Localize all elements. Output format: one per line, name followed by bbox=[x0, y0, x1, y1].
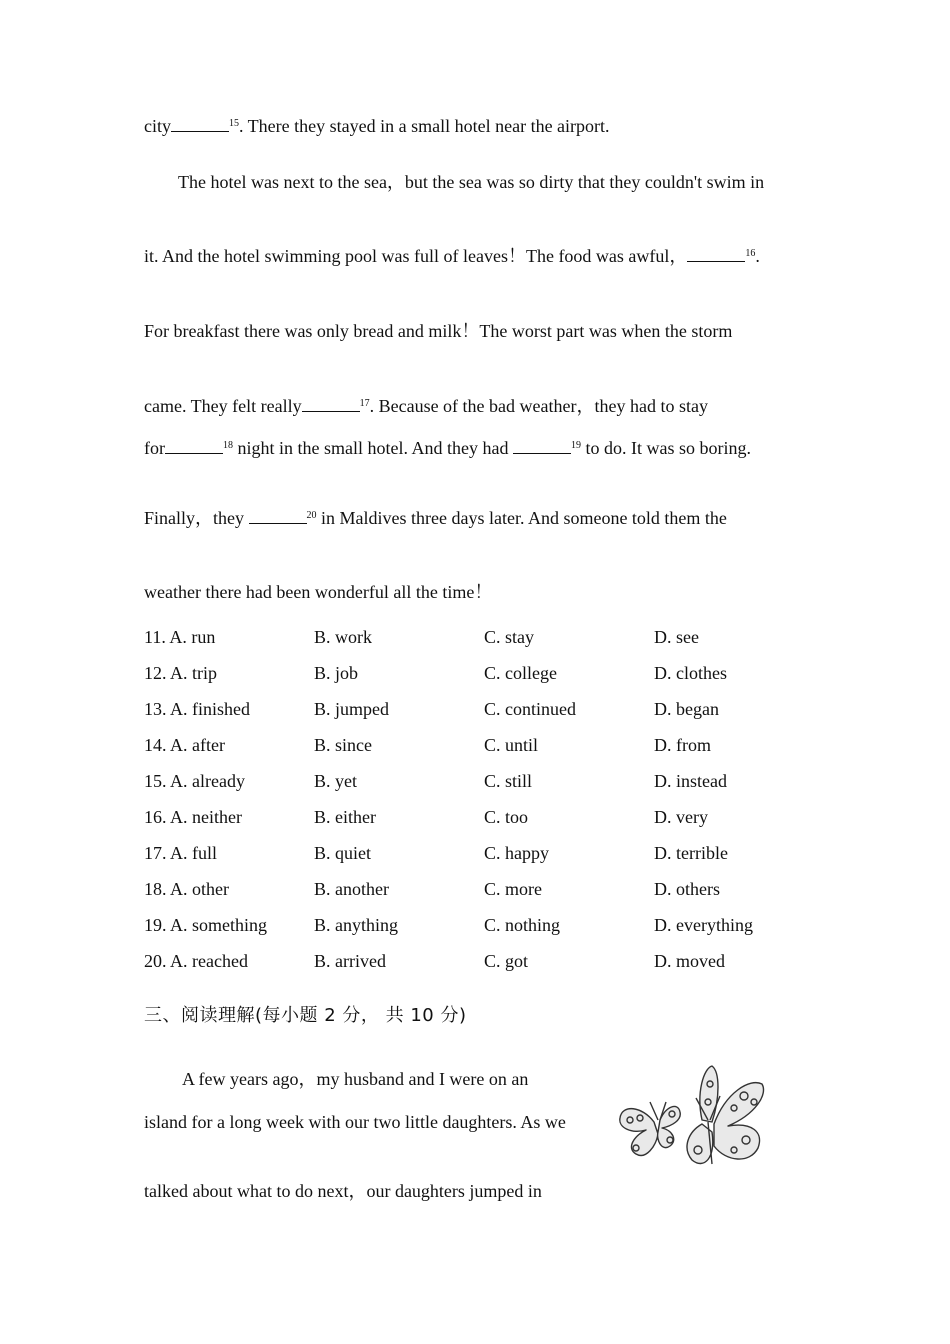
option-d: D. very bbox=[654, 807, 708, 827]
question-number-option-a: 17. A. full bbox=[144, 843, 218, 863]
blank-18 bbox=[165, 439, 223, 454]
option-d: D. others bbox=[654, 879, 720, 899]
question-number-option-a: 15. A. already bbox=[144, 771, 245, 791]
passage-line-4: For breakfast there was only bread and milk！The worst part was when the storm bbox=[144, 321, 733, 341]
reading-line-1: A few years ago，my husband and I were on an bbox=[182, 1069, 529, 1089]
option-d: D. from bbox=[654, 735, 711, 755]
passage-line-8: weather there had been wonderful all the time！ bbox=[144, 582, 493, 602]
blank-16 bbox=[687, 247, 745, 262]
option-d: D. began bbox=[654, 699, 719, 719]
option-c: C. happy bbox=[484, 843, 549, 863]
option-d: D. moved bbox=[654, 951, 725, 971]
option-d: D. see bbox=[654, 627, 699, 647]
option-c: C. stay bbox=[484, 627, 535, 647]
option-c: C. college bbox=[484, 663, 557, 683]
blank-15 bbox=[171, 117, 229, 132]
option-b: B. either bbox=[314, 807, 376, 827]
option-c: C. more bbox=[484, 879, 542, 899]
option-c: C. got bbox=[484, 951, 529, 971]
blank-17 bbox=[302, 397, 360, 412]
question-number-option-a: 12. A. trip bbox=[144, 663, 218, 683]
option-b: B. quiet bbox=[314, 843, 371, 863]
option-d: D. everything bbox=[654, 915, 753, 935]
option-c: C. still bbox=[484, 771, 533, 791]
option-b: B. anything bbox=[314, 915, 398, 935]
question-number-option-a: 19. A. something bbox=[144, 915, 268, 935]
option-b: B. yet bbox=[314, 771, 357, 791]
butterfly-icon bbox=[616, 1062, 768, 1172]
passage-line-6: for $^{18}$ night in the small hotel. And they had $^{19}$ to do. It was so boring. bbox=[144, 438, 751, 458]
reading-line-2: island for a long week with our two little daughters. As we bbox=[144, 1112, 566, 1132]
passage-line-3: it. And the hotel swimming pool was full of leaves！The food was awful， $^{16}$. bbox=[144, 246, 760, 266]
option-d: D. terrible bbox=[654, 843, 728, 863]
option-b: B. job bbox=[314, 663, 359, 683]
option-b: B. arrived bbox=[314, 951, 386, 971]
passage-line-2: The hotel was next to the sea，but the sea was so dirty that they couldn't swim in bbox=[178, 172, 765, 192]
option-b: B. another bbox=[314, 879, 389, 899]
reading-line-3: talked about what to do next，our daughters jumped in bbox=[144, 1181, 542, 1201]
blank-20 bbox=[249, 509, 307, 524]
passage-line-1: city $^{15}$. There they stayed in a small hotel near the airport. bbox=[144, 116, 610, 136]
question-number-option-a: 20. A. reached bbox=[144, 951, 248, 971]
option-c: C. too bbox=[484, 807, 529, 827]
option-c: C. continued bbox=[484, 699, 576, 719]
option-b: B. work bbox=[314, 627, 372, 647]
question-number-option-a: 13. A. finished bbox=[144, 699, 250, 719]
question-number-option-a: 18. A. other bbox=[144, 879, 229, 899]
option-c: C. until bbox=[484, 735, 539, 755]
option-c: C. nothing bbox=[484, 915, 561, 935]
question-number-option-a: 14. A. after bbox=[144, 735, 225, 755]
question-number-option-a: 16. A. neither bbox=[144, 807, 242, 827]
passage-line-7: Finally，they $^{20}$ in Maldives three days later. And someone told them the bbox=[144, 508, 727, 528]
option-b: B. jumped bbox=[314, 699, 389, 719]
option-b: B. since bbox=[314, 735, 372, 755]
passage-line-5: came. They felt really $^{17}$. Because of the bad weather，they had to stay bbox=[144, 396, 708, 416]
option-d: D. clothes bbox=[654, 663, 727, 683]
question-number-option-a: 11. A. run bbox=[144, 627, 216, 647]
blank-19 bbox=[513, 439, 571, 454]
option-d: D. instead bbox=[654, 771, 727, 791]
section-heading: 三、阅读理解(每小题 2 分， 共 10 分) bbox=[144, 1005, 467, 1026]
